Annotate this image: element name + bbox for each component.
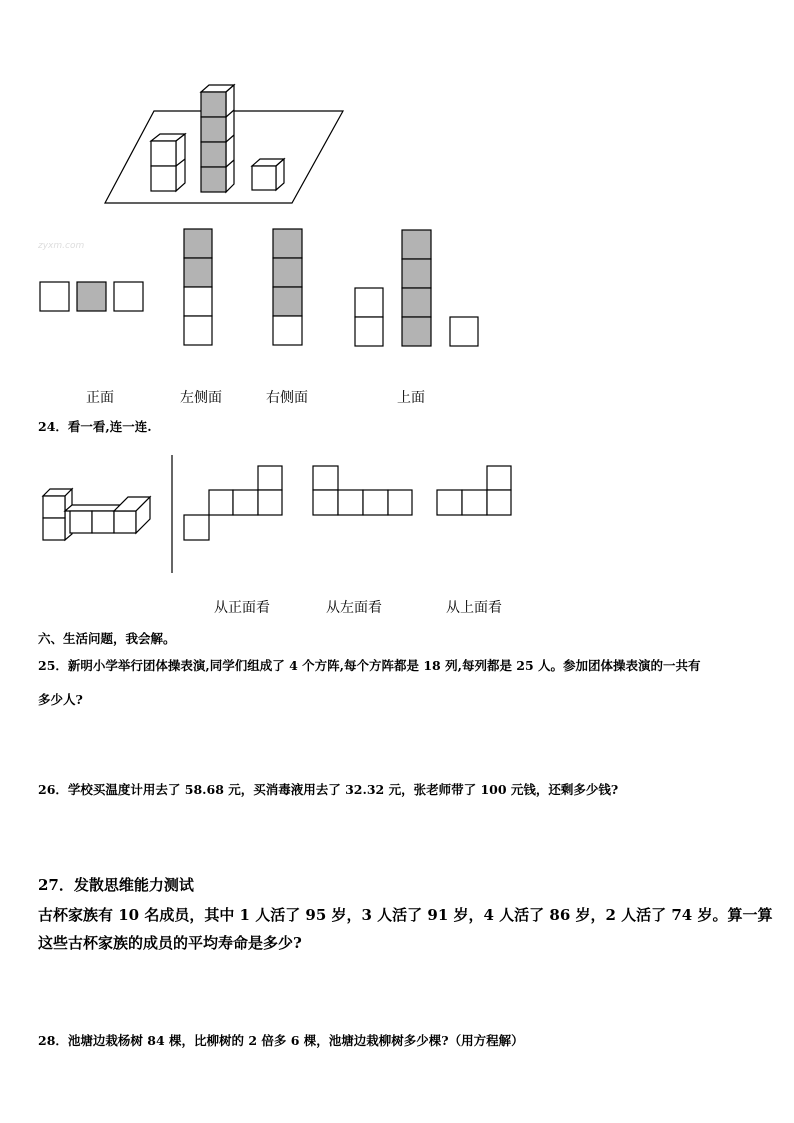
label-left-side-view: 左侧面 (180, 390, 222, 406)
label-from-top: 从上面看 (446, 600, 502, 616)
q24-3d-shape (43, 489, 150, 540)
label-top-view: 上面 (397, 390, 425, 406)
left-side-view-squares (184, 229, 212, 345)
q27-title: 27．发散思维能力测试 (38, 876, 194, 894)
q27-line1: 古杯家族有 10 名成员，其中 1 人活了 95 岁，3 人活了 91 岁，4 人活了 86 岁，2 人活了 74 岁。算一算 (38, 906, 773, 924)
right-single-cube (252, 159, 284, 190)
q26-text: 26．学校买温度计用去了 58.68 元，买消毒液用去了 32.32 元，张老师带了 100 元钱，还剩多少钱? (38, 782, 619, 797)
center-cube-stack (201, 85, 234, 192)
q25-line2: 多少人? (38, 692, 83, 707)
q24-title: 24．看一看,连一连. (38, 419, 152, 434)
q27-line2: 这些古杯家族的成员的平均寿命是多少? (38, 934, 302, 952)
front-view-squares (40, 282, 143, 311)
q24-view-option-c (437, 466, 511, 515)
right-side-view-squares (273, 229, 302, 345)
label-right-side-view: 右侧面 (266, 390, 308, 406)
q25-line1: 25．新明小学举行团体操表演,同学们组成了 4 个方阵,每个方阵都是 18 列,每列都是 25 人。参加团体操表演的一共有 (38, 658, 701, 673)
q28-text: 28．池塘边栽杨树 84 棵，比柳树的 2 倍多 6 棵，池塘边栽柳树多少棵?（用方程解） (38, 1033, 524, 1048)
top-view-squares (355, 230, 478, 346)
q24-view-option-a (184, 466, 282, 540)
label-from-left: 从左面看 (326, 600, 382, 616)
section-six-title: 六、生活问题，我会解。 (38, 631, 176, 646)
label-front-view: 正面 (86, 390, 114, 406)
label-from-front: 从正面看 (214, 600, 270, 616)
left-cube-stack (151, 134, 185, 191)
q24-view-option-b (313, 466, 412, 515)
watermark: zyxm.com (38, 241, 85, 251)
